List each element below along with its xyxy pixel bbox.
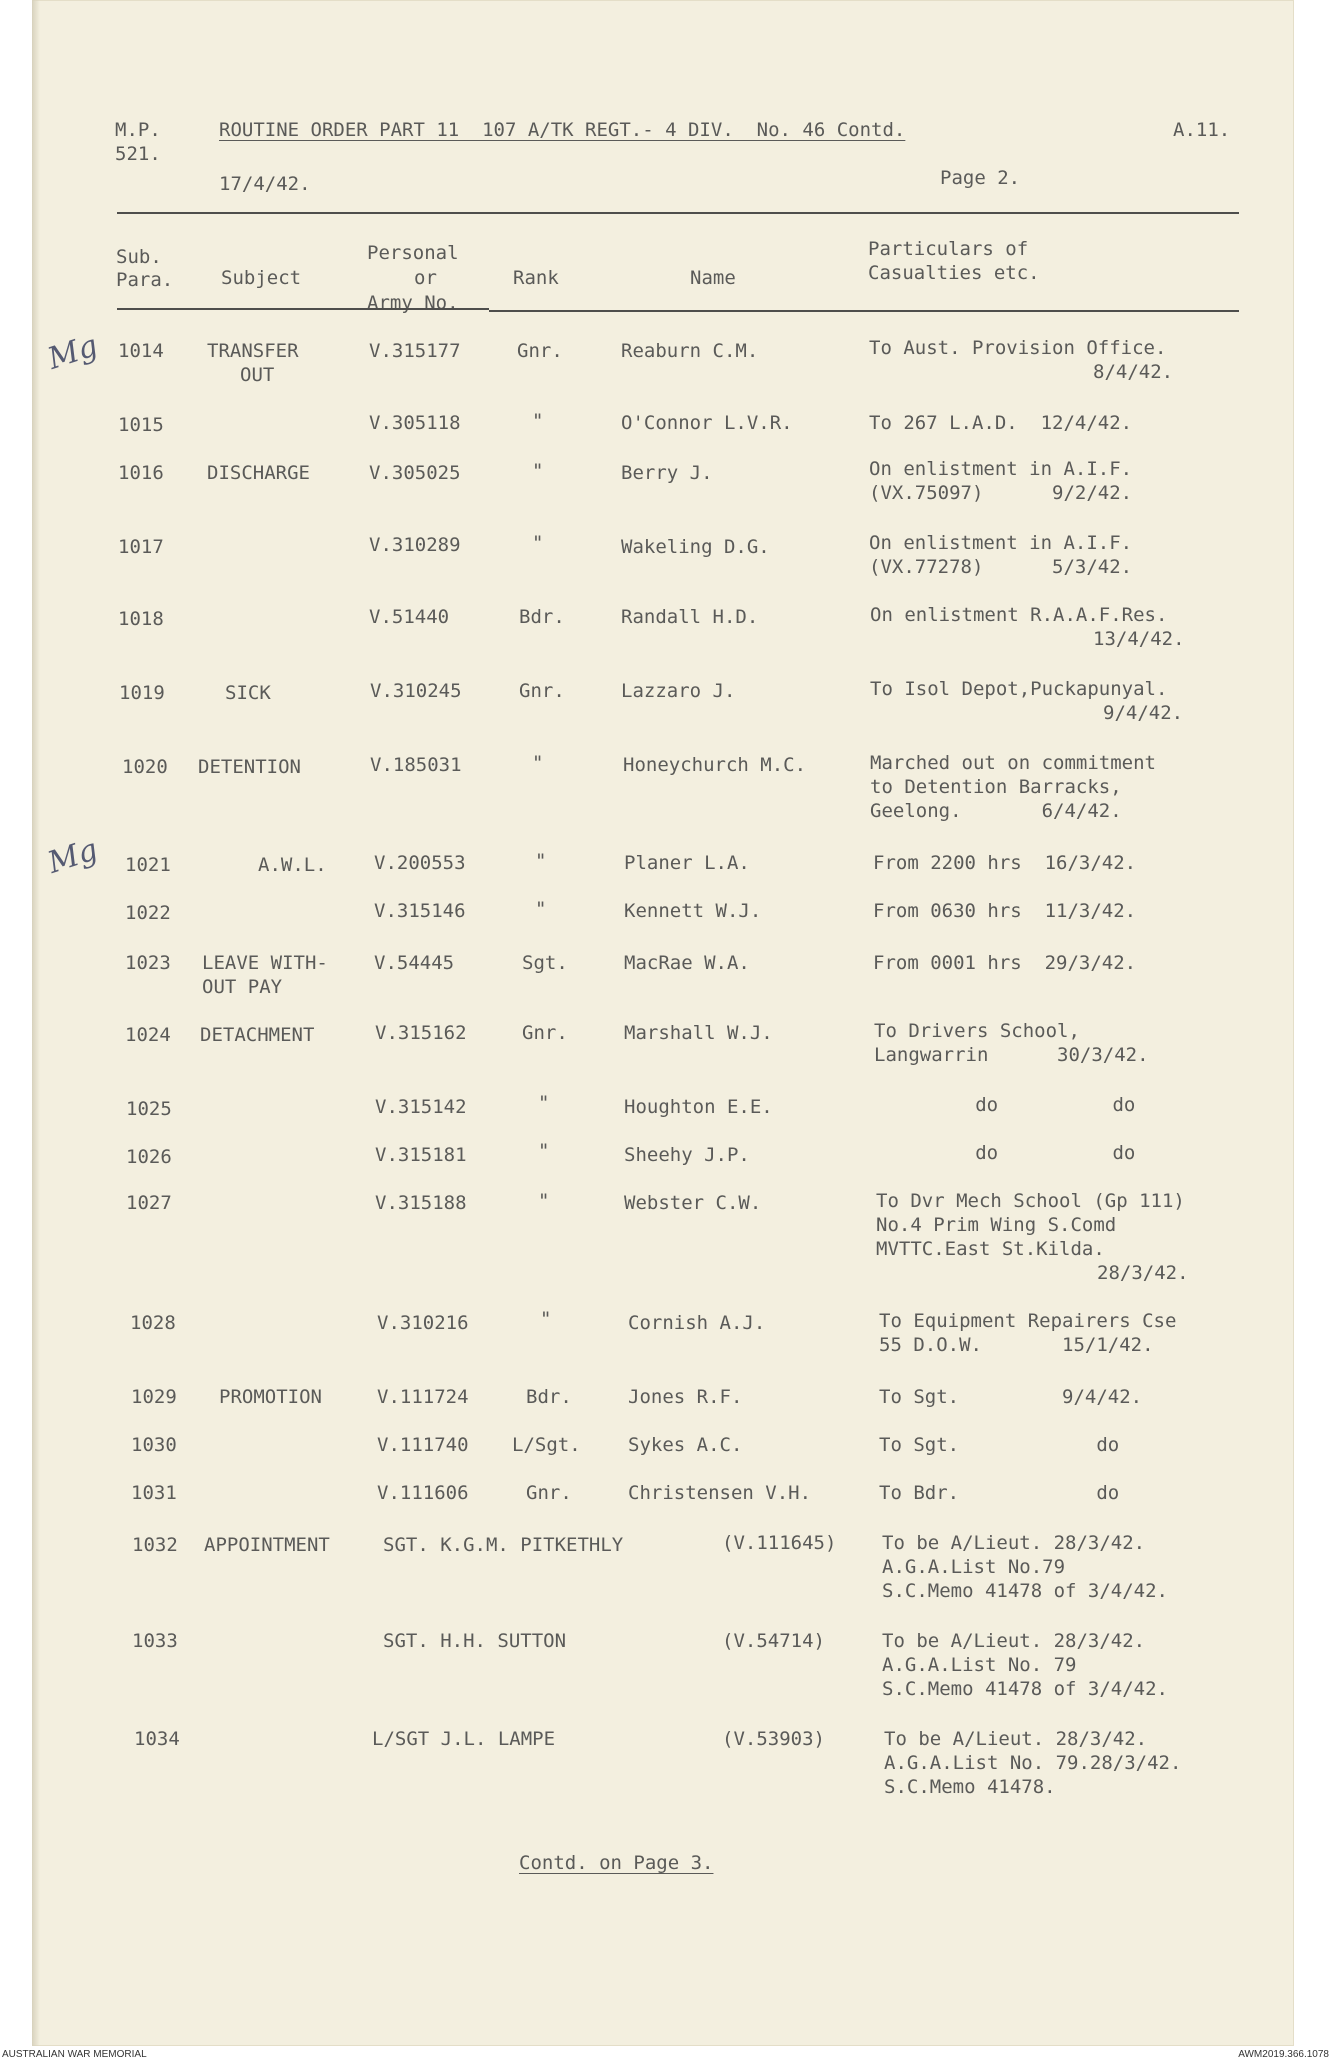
row-1014-particulars-line1: To Aust. Provision Office.: [869, 337, 1167, 359]
row-1021-particulars-line1: From 2200 hrs 16/3/42.: [873, 852, 1137, 874]
row-1014-subject-line2: OUT: [240, 364, 275, 386]
row-1020-particulars-line3: Geelong. 6/4/42.: [870, 800, 1122, 822]
row-1032-particulars-line1: To be A/Lieut. 28/3/42.: [882, 1532, 1146, 1554]
row-1029-number: V.111724: [377, 1386, 469, 1408]
row-1031-rank: Gnr.: [526, 1482, 572, 1504]
ref-code-line1: M.P.: [115, 119, 161, 141]
row-1024-para: 1024: [125, 1024, 171, 1046]
row-1026-para: 1026: [126, 1146, 172, 1168]
row-1023-particulars-line1: From 0001 hrs 29/3/42.: [873, 952, 1137, 974]
row-1028-name: Cornish A.J.: [628, 1312, 766, 1334]
col-personal-line1: Personal: [367, 242, 459, 264]
row-1024-rank: Gnr.: [522, 1022, 568, 1044]
row-1021-name: Planer L.A.: [624, 852, 750, 874]
ref-code-line2: 521.: [115, 143, 161, 165]
row-1014-number: V.315177: [369, 340, 461, 362]
row-1028-particulars-line2: 55 D.O.W. 15/1/42.: [879, 1334, 1154, 1356]
row-1016-para: 1016: [118, 462, 164, 484]
row-1016-rank: ": [532, 460, 544, 482]
row-1019-para: 1019: [119, 682, 165, 704]
row-1018-rank: Bdr.: [519, 606, 565, 628]
row-1026-number: V.315181: [375, 1144, 467, 1166]
footer-source: AUSTRALIAN WAR MEMORIAL: [2, 2049, 147, 2060]
row-1031-name: Christensen V.H.: [628, 1482, 812, 1504]
col-subpara-line2: Para.: [116, 269, 174, 291]
row-1021-number: V.200553: [374, 852, 466, 874]
row-1017-para: 1017: [118, 536, 164, 558]
row-1022-name: Kennett W.J.: [624, 900, 762, 922]
row-1034-particulars-line3: S.C.Memo 41478.: [884, 1776, 1056, 1798]
column-rule-left: [117, 308, 489, 310]
row-1029-subject: PROMOTION: [219, 1386, 322, 1408]
row-1018-name: Randall H.D.: [621, 606, 759, 628]
row-1014-particulars-line2: 8/4/42.: [1093, 361, 1174, 383]
row-1022-para: 1022: [125, 902, 171, 924]
row-1016-particulars-line2: (VX.75097) 9/2/42.: [869, 482, 1133, 504]
row-1021-subject: A.W.L.: [258, 854, 327, 876]
row-1025-particulars-line1: do do: [918, 1094, 1136, 1116]
row-1027-particulars-line3: MVTTC.East St.Kilda.: [876, 1238, 1105, 1260]
row-1026-name: Sheehy J.P.: [624, 1144, 750, 1166]
row-1023-number: V.54445: [374, 952, 455, 974]
row-1032-particulars-line3: S.C.Memo 41478 of 3/4/42.: [882, 1580, 1168, 1602]
row-1020-particulars-line2: to Detention Barracks,: [870, 776, 1122, 798]
row-1033-army-no: (V.54714): [722, 1630, 825, 1652]
row-1024-number: V.315162: [375, 1022, 467, 1044]
row-1018-number: V.51440: [369, 606, 450, 628]
row-1014-name: Reaburn C.M.: [621, 340, 759, 362]
row-1024-name: Marshall W.J.: [624, 1022, 773, 1044]
row-1023-name: MacRae W.A.: [624, 952, 750, 974]
row-1016-particulars-line1: On enlistment in A.I.F.: [869, 458, 1133, 480]
row-1020-rank: ": [532, 752, 544, 774]
row-1025-rank: ": [538, 1092, 550, 1114]
row-1027-number: V.315188: [375, 1192, 467, 1214]
row-1032-army-no: (V.111645): [722, 1532, 837, 1554]
row-1017-particulars-line2: (VX.77278) 5/3/42.: [869, 556, 1133, 578]
row-1014-rank: Gnr.: [517, 340, 563, 362]
row-1016-name: Berry J.: [621, 462, 713, 484]
row-1025-para: 1025: [126, 1098, 172, 1120]
row-1027-particulars-line1: To Dvr Mech School (Gp 111): [876, 1190, 1185, 1212]
row-1029-para: 1029: [131, 1386, 177, 1408]
row-1023-rank: Sgt.: [522, 952, 568, 974]
row-1034-officer: L/SGT J.L. LAMPE: [372, 1728, 556, 1750]
row-1027-rank: ": [538, 1190, 550, 1212]
row-1015-name: O'Connor L.V.R.: [621, 412, 793, 434]
row-1031-para: 1031: [131, 1482, 177, 1504]
row-1015-particulars-line1: To 267 L.A.D. 12/4/42.: [869, 412, 1133, 434]
row-1028-number: V.310216: [377, 1312, 469, 1334]
row-1030-rank: L/Sgt.: [512, 1434, 581, 1456]
row-1016-number: V.305025: [369, 462, 461, 484]
row-1022-rank: ": [535, 898, 547, 920]
row-1033-particulars-line1: To be A/Lieut. 28/3/42.: [882, 1630, 1146, 1652]
row-1034-army-no: (V.53903): [722, 1728, 825, 1750]
row-1022-particulars-line1: From 0630 hrs 11/3/42.: [873, 900, 1137, 922]
row-1033-officer: SGT. H.H. SUTTON: [383, 1630, 567, 1652]
row-1032-officer: SGT. K.G.M. PITKETHLY: [383, 1534, 624, 1556]
row-1025-name: Houghton E.E.: [624, 1096, 773, 1118]
row-1016-subject: DISCHARGE: [207, 462, 310, 484]
row-1034-para: 1034: [134, 1728, 180, 1750]
row-1019-rank: Gnr.: [519, 680, 565, 702]
page-code: A.11.: [1173, 119, 1231, 141]
row-1018-particulars-line1: On enlistment R.A.A.F.Res.: [870, 604, 1168, 626]
row-1020-para: 1020: [122, 756, 168, 778]
col-name: Name: [690, 267, 736, 289]
order-date: 17/4/42.: [219, 173, 311, 195]
row-1024-subject: DETACHMENT: [200, 1024, 315, 1046]
row-1034-particulars-line2: A.G.A.List No. 79.28/3/42.: [884, 1752, 1182, 1774]
row-1027-particulars-line2: No.4 Prim Wing S.Comd: [876, 1214, 1117, 1236]
row-1014-para: 1014: [118, 340, 164, 362]
row-1027-para: 1027: [126, 1192, 172, 1214]
row-1015-rank: ": [532, 410, 544, 432]
row-1029-name: Jones R.F.: [628, 1386, 743, 1408]
row-1033-particulars-line2: A.G.A.List No. 79: [882, 1654, 1077, 1676]
row-1027-particulars-line4: 28/3/42.: [1097, 1262, 1189, 1284]
col-particulars-line1: Particulars of: [868, 238, 1029, 260]
row-1030-number: V.111740: [377, 1434, 469, 1456]
row-1030-para: 1030: [131, 1434, 177, 1456]
row-1017-number: V.310289: [369, 534, 461, 556]
row-1015-number: V.305118: [369, 412, 461, 434]
row-1019-particulars-line2: 9/4/42.: [1103, 702, 1184, 724]
row-1021-rank: ": [535, 850, 547, 872]
row-1034-particulars-line1: To be A/Lieut. 28/3/42.: [884, 1728, 1148, 1750]
row-1031-particulars-line1: To Bdr. do: [879, 1482, 1120, 1504]
row-1030-name: Sykes A.C.: [628, 1434, 743, 1456]
row-1020-particulars-line1: Marched out on commitment: [870, 752, 1156, 774]
row-1020-number: V.185031: [370, 754, 462, 776]
row-1031-number: V.111606: [377, 1482, 469, 1504]
row-1024-particulars-line1: To Drivers School,: [874, 1020, 1080, 1042]
row-1026-rank: ": [538, 1140, 550, 1162]
row-1018-particulars-line2: 13/4/42.: [1093, 628, 1185, 650]
row-1026-particulars-line1: do do: [918, 1142, 1136, 1164]
row-1014-subject-line1: TRANSFER: [207, 340, 299, 362]
row-1019-subject: SICK: [225, 682, 271, 704]
initials-mark-2: Mg: [43, 832, 102, 881]
col-particulars-line2: Casualties etc.: [868, 262, 1040, 284]
initials-mark-1: Mg: [43, 328, 102, 377]
document-title: ROUTINE ORDER PART 11 107 A/TK REGT.- 4 DIV. No. 46 Contd.: [219, 119, 906, 141]
row-1032-subject: APPOINTMENT: [204, 1534, 330, 1556]
row-1023-subject-line2: OUT PAY: [202, 976, 283, 998]
row-1030-particulars-line1: To Sgt. do: [879, 1434, 1120, 1456]
col-subpara-line1: Sub.: [116, 246, 162, 268]
row-1023-subject-line1: LEAVE WITH-: [202, 952, 328, 974]
footer-accession: AWM2019.366.1078: [1238, 2049, 1329, 2060]
row-1033-particulars-line3: S.C.Memo 41478 of 3/4/42.: [882, 1678, 1168, 1700]
row-1023-para: 1023: [125, 952, 171, 974]
row-1033-para: 1033: [132, 1630, 178, 1652]
column-rule-right: [489, 310, 1239, 312]
row-1021-para: 1021: [125, 854, 171, 876]
row-1019-number: V.310245: [370, 680, 462, 702]
col-subject: Subject: [221, 267, 302, 289]
header-rule: [117, 212, 1239, 214]
row-1032-particulars-line2: A.G.A.List No.79: [882, 1556, 1066, 1578]
row-1028-particulars-line1: To Equipment Repairers Cse: [879, 1310, 1177, 1332]
page-edge-shadow: [32, 0, 40, 2046]
row-1025-number: V.315142: [375, 1096, 467, 1118]
row-1018-para: 1018: [118, 608, 164, 630]
row-1029-particulars-line1: To Sgt. 9/4/42.: [879, 1386, 1143, 1408]
continued-note: Contd. on Page 3.: [519, 1852, 714, 1874]
row-1015-para: 1015: [118, 414, 164, 436]
row-1029-rank: Bdr.: [526, 1386, 572, 1408]
row-1017-name: Wakeling D.G.: [621, 536, 770, 558]
row-1032-para: 1032: [132, 1534, 178, 1556]
row-1022-number: V.315146: [374, 900, 466, 922]
col-personal-line2: or: [414, 267, 437, 289]
page-number: Page 2.: [940, 167, 1021, 189]
col-rank: Rank: [513, 267, 559, 289]
row-1019-particulars-line1: To Isol Depot,Puckapunyal.: [870, 678, 1168, 700]
row-1020-name: Honeychurch M.C.: [623, 754, 807, 776]
row-1024-particulars-line2: Langwarrin 30/3/42.: [874, 1044, 1149, 1066]
row-1028-para: 1028: [130, 1312, 176, 1334]
row-1017-rank: ": [532, 532, 544, 554]
row-1028-rank: ": [540, 1308, 552, 1330]
col-personal-line3: Army No.: [367, 292, 459, 314]
row-1020-subject: DETENTION: [198, 756, 301, 778]
row-1027-name: Webster C.W.: [624, 1192, 762, 1214]
row-1017-particulars-line1: On enlistment in A.I.F.: [869, 532, 1133, 554]
row-1019-name: Lazzaro J.: [621, 680, 736, 702]
